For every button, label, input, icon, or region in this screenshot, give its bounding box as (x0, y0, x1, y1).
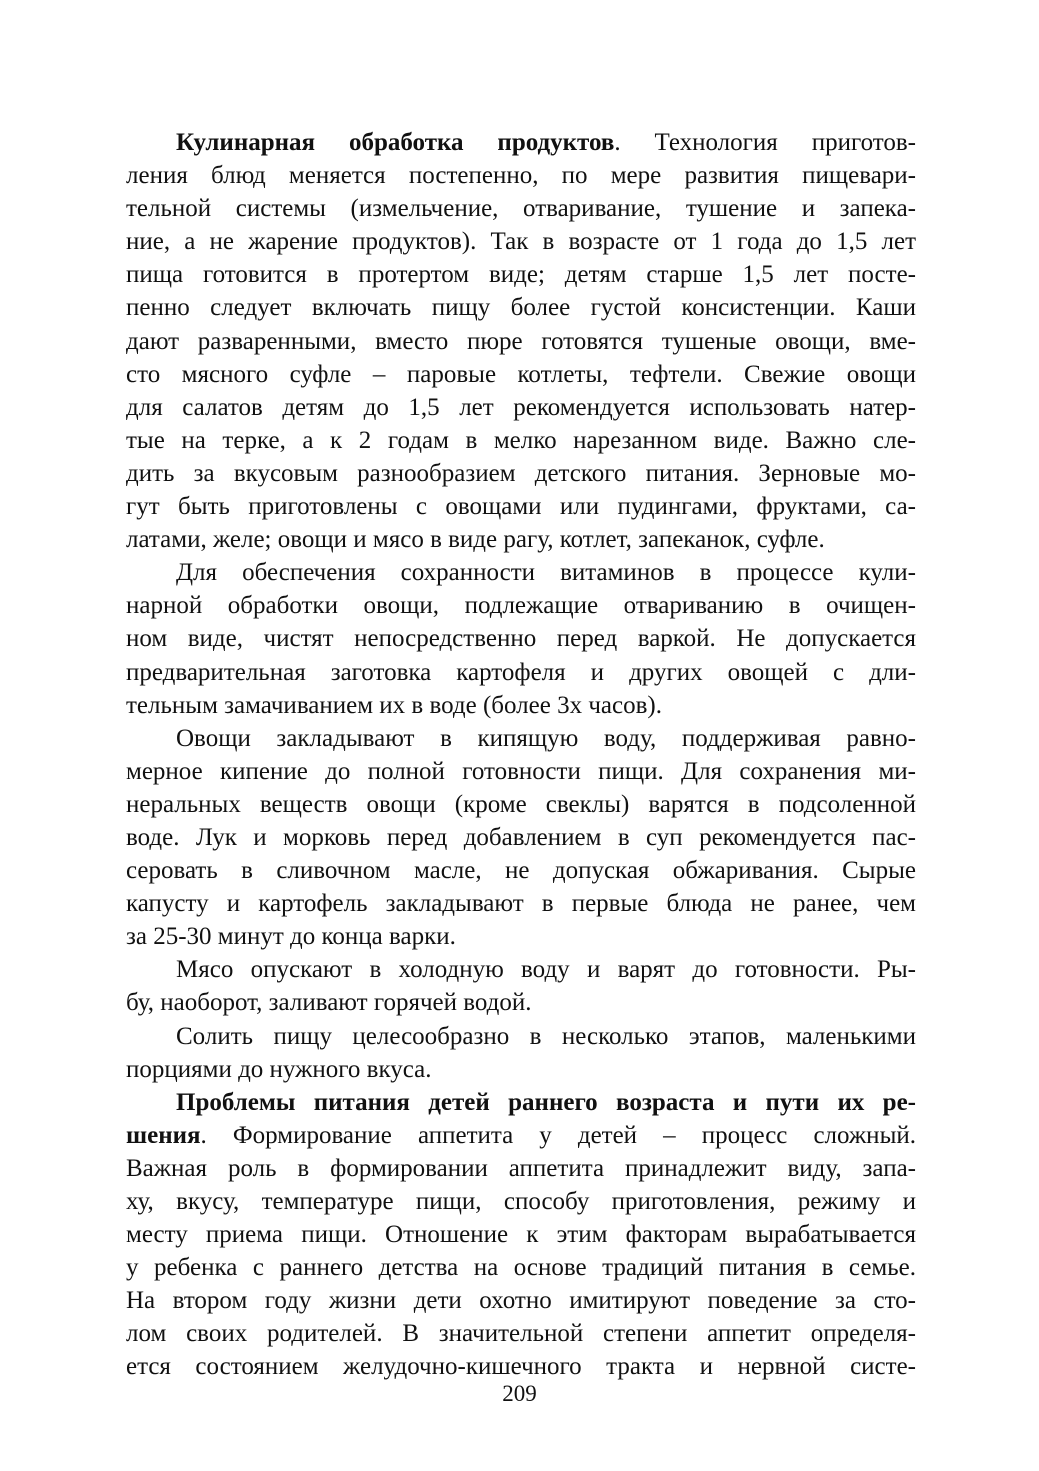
text-line (126, 622, 916, 655)
line-text: порциями до нужного вкуса. (126, 1055, 432, 1083)
text-line (126, 755, 916, 788)
text-line (126, 1020, 916, 1053)
text-line (126, 1317, 916, 1350)
line-text: ется состоянием желудочно-кишечного тракта и нервной систе- (126, 1353, 916, 1381)
text-line (126, 589, 916, 622)
paragraph (126, 953, 916, 1019)
line-text: предварительная заготовка картофеля и других овощей с дли- (126, 658, 916, 686)
text-line (126, 656, 916, 689)
text-line (126, 1185, 916, 1218)
text-line (126, 689, 916, 722)
line-text: пенно следует включать пищу более густой консистенции. Каши (126, 294, 916, 322)
line-text: Овощи закладывают в кипящую воду, поддерживая равно- (176, 724, 916, 752)
line-text: Важная роль в формировании аппетита принадлежит виду, запа- (126, 1154, 916, 1182)
line-text: воде. Лук и морковь перед добавлением в суп рекомендуется пас- (126, 823, 916, 851)
text-line (126, 192, 916, 225)
line-text: пища готовится в протертом виде; детям старше 1,5 лет посте- (126, 261, 916, 289)
body-text (126, 126, 916, 1384)
text-line (126, 391, 916, 424)
line-text: капусту и картофель закладывают в первые блюда не ранее, чем (126, 890, 916, 918)
text-line (126, 1152, 916, 1185)
text-line (126, 1251, 916, 1284)
paragraph (126, 126, 916, 556)
text-line (126, 358, 916, 391)
section-heading: Проблемы питания детей раннего возраста и пути их ре- (176, 1088, 916, 1116)
line-text: для салатов детям до 1,5 лет рекомендуется использовать натер- (126, 393, 916, 421)
text-line (126, 1119, 916, 1152)
text-line (126, 225, 916, 258)
text-line (126, 788, 916, 821)
text-line (126, 291, 916, 324)
line-text: сто мясного суфле – паровые котлеты, тефтели. Свежие овощи (126, 360, 916, 388)
text-line (126, 1284, 916, 1317)
line-text: ху, вкусу, температуре пищи, способу приготовления, режиму и (126, 1188, 916, 1215)
line-text: тельным замачиванием их в воде (более 3х часов). (126, 691, 662, 719)
paragraph (126, 556, 916, 721)
text-line (126, 1086, 916, 1119)
line-text: дают разваренными, вместо пюре готовятся тушеные овощи, вме- (126, 327, 916, 355)
line-text: На втором году жизни дети охотно имитируют поведение за сто- (126, 1287, 916, 1315)
line-text: латами, желе; овощи и мясо в виде рагу, котлет, запеканок, суфле. (126, 526, 825, 554)
line-text: бу, наоборот, заливают горячей водой. (126, 989, 532, 1017)
text-line (126, 159, 916, 192)
text-line (126, 722, 916, 755)
line-text: дить за вкусовым разнообразием детского питания. Зерновые мо- (126, 459, 916, 487)
page-number: 209 (502, 1381, 537, 1406)
text-line (126, 258, 916, 291)
text-line (126, 920, 916, 953)
text-line (126, 887, 916, 920)
text-line (126, 986, 916, 1019)
line-text: неральных веществ овощи (кроме свеклы) варятся в подсоленной (126, 790, 916, 818)
text-line (126, 126, 916, 159)
line-text: гут быть приготовлены с овощами или пудингами, фруктами, са- (126, 493, 916, 521)
line-text: тые на терке, а к 2 годам в мелко нарезанном виде. Важно сле- (126, 426, 916, 454)
line-text: Солить пищу целесообразно в несколько этапов, маленькими (176, 1022, 916, 1050)
text-line (126, 325, 916, 358)
line-text: мерное кипение до полной готовности пищи. Для сохранения ми- (126, 757, 916, 785)
paragraph (126, 1086, 916, 1384)
line-text: у ребенка с раннего детства на основе традиций питания в семье. (126, 1254, 916, 1282)
line-text: нарной обработки овощи, подлежащие отвариванию в очищен- (126, 592, 916, 620)
text-line (126, 556, 916, 589)
line-text: ние, а не жарение продуктов). Так в возрасте от 1 года до 1,5 лет (126, 228, 916, 256)
line-text: месту приема пищи. Отношение к этим факторам вырабатывается (126, 1221, 916, 1249)
text-line (126, 821, 916, 854)
line-text: тельной системы (измельчение, отваривание, тушение и запека- (126, 195, 916, 223)
paragraph (126, 1020, 916, 1086)
text-line (126, 953, 916, 986)
section-heading: шения (126, 1121, 201, 1149)
text-line (126, 1053, 916, 1086)
line-text: . Формирование аппетита у детей – процесс сложный. (200, 1121, 916, 1149)
text-line (126, 457, 916, 490)
paragraph (126, 722, 916, 954)
line-text: . Технология приготов- (614, 129, 916, 156)
line-text: ления блюд меняется постепенно, по мере развития пищевари- (126, 162, 916, 190)
text-line (126, 424, 916, 457)
text-line (126, 854, 916, 887)
line-text: ном виде, чистят непосредственно перед варкой. Не допускается (126, 625, 916, 653)
text-line (126, 490, 916, 523)
text-line (126, 523, 916, 556)
line-text: Мясо опускают в холодную воду и варят до готовности. Ры- (176, 956, 916, 984)
line-text: серовать в сливочном масле, не допуская обжаривания. Сырые (126, 857, 916, 885)
line-text: за 25-30 минут до конца варки. (126, 923, 456, 951)
text-line (126, 1218, 916, 1251)
line-text: лом своих родителей. В значительной степени аппетит определя- (126, 1320, 916, 1348)
line-text: Для обеспечения сохранности витаминов в процессе кули- (176, 559, 916, 587)
text-line (126, 1350, 916, 1383)
section-heading: Кулинарная обработка продуктов (176, 129, 615, 156)
